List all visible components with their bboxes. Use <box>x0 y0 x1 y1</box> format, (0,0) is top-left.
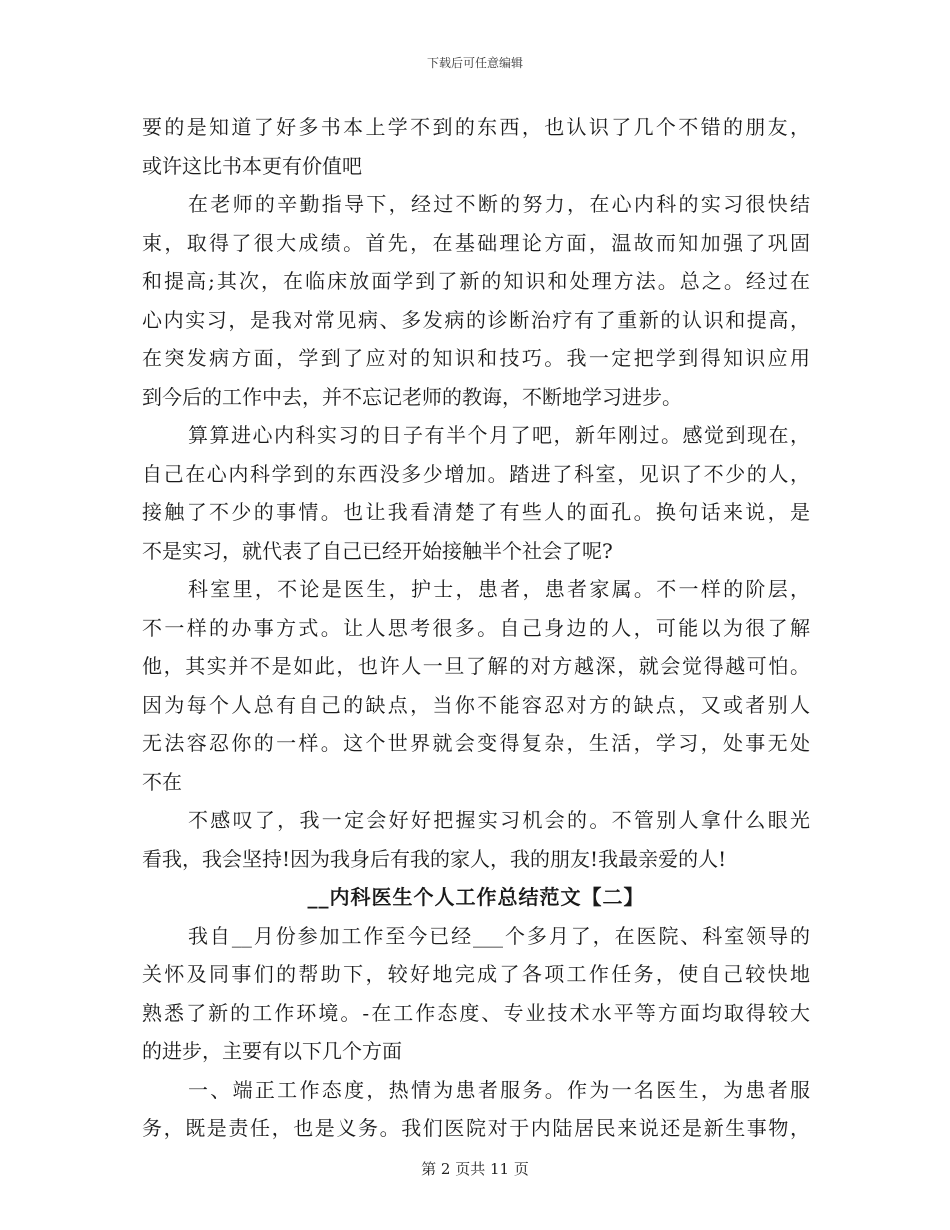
text-line: 熟悉了新的工作环境。-在工作态度、专业技术水平等方面均取得较大 <box>142 1000 810 1025</box>
section-heading: __内科医生个人工作总结范文【二】 <box>307 885 645 909</box>
text-line: 关怀及同事们的帮助下，较好地完成了各项工作任务，使自己较快地 <box>142 962 810 986</box>
text-line: 算算进心内科实习的日子有半个月了吧，新年刚过。感觉到现在， <box>188 423 810 447</box>
text-line: 不在 <box>142 769 182 794</box>
text-line: 务，既是责任，也是义务。我们医院对于内陆居民来说还是新生事物， <box>142 1116 810 1140</box>
text-line: 不一样的办事方式。让人思考很多。自己身边的人，可能以为很了解 <box>142 615 810 640</box>
text-line: 的进步，主要有以下几个方面 <box>142 1039 402 1063</box>
text-line: 到今后的工作中去，并不忘记老师的教诲，不断地学习进步。 <box>142 384 682 409</box>
text-line: 无法容忍你的一样。这个世界就会变得复杂，生活，学习，处事无处 <box>142 731 810 755</box>
text-line: 不是实习，就代表了自己已经开始接触半个社会了呢? <box>142 538 613 563</box>
text-line: 他，其实并不是如此，也许人一旦了解的对方越深，就会觉得越可怕。 <box>142 654 810 678</box>
text-line: 接触了不少的事情。也让我看清楚了有些人的面孔。换句话来说，是 <box>142 500 810 524</box>
text-line: 一、端正工作态度，热情为患者服务。作为一名医生，为患者服 <box>188 1077 810 1102</box>
document-body <box>142 108 810 1148</box>
text-line: 或许这比书本更有价值吧 <box>142 153 362 178</box>
page-header: 下载后可任意编辑 <box>426 56 523 70</box>
text-line: 我自__月份参加工作至今已经___个多月了，在医院、科室领导的 <box>188 923 810 948</box>
page-footer: 第 2 页共 11 页 <box>421 1160 529 1178</box>
text-line: 束，取得了很大成绩。首先，在基础理论方面，温故而知加强了巩固 <box>142 230 810 255</box>
text-line: 在老师的辛勤指导下，经过不断的努力，在心内科的实习很快结 <box>188 192 810 216</box>
text-line: 不感叹了，我一定会好好把握实习机会的。不管别人拿什么眼光 <box>188 808 810 832</box>
text-line: 在突发病方面，学到了应对的知识和技巧。我一定把学到得知识应用 <box>142 346 810 370</box>
text-line: 因为每个人总有自己的缺点，当你不能容忍对方的缺点，又或者别人 <box>142 692 810 717</box>
text-line: 科室里，不论是医生，护士，患者，患者家属。不一样的阶层， <box>188 577 810 601</box>
text-line: 和提高;其次，在临床放面学到了新的知识和处理方法。总之。经过在 <box>142 269 810 293</box>
text-line: 自己在心内科学到的东西没多少增加。踏进了科室，见识了不少的人， <box>142 461 810 486</box>
text-line: 要的是知道了好多书本上学不到的东西，也认识了几个不错的朋友， <box>142 115 810 139</box>
text-line: 看我，我会坚持!因为我身后有我的家人，我的朋友!我最亲爱的人! <box>142 846 727 871</box>
text-line: 心内实习，是我对常见病、多发病的诊断治疗有了重新的认识和提高， <box>142 307 810 332</box>
